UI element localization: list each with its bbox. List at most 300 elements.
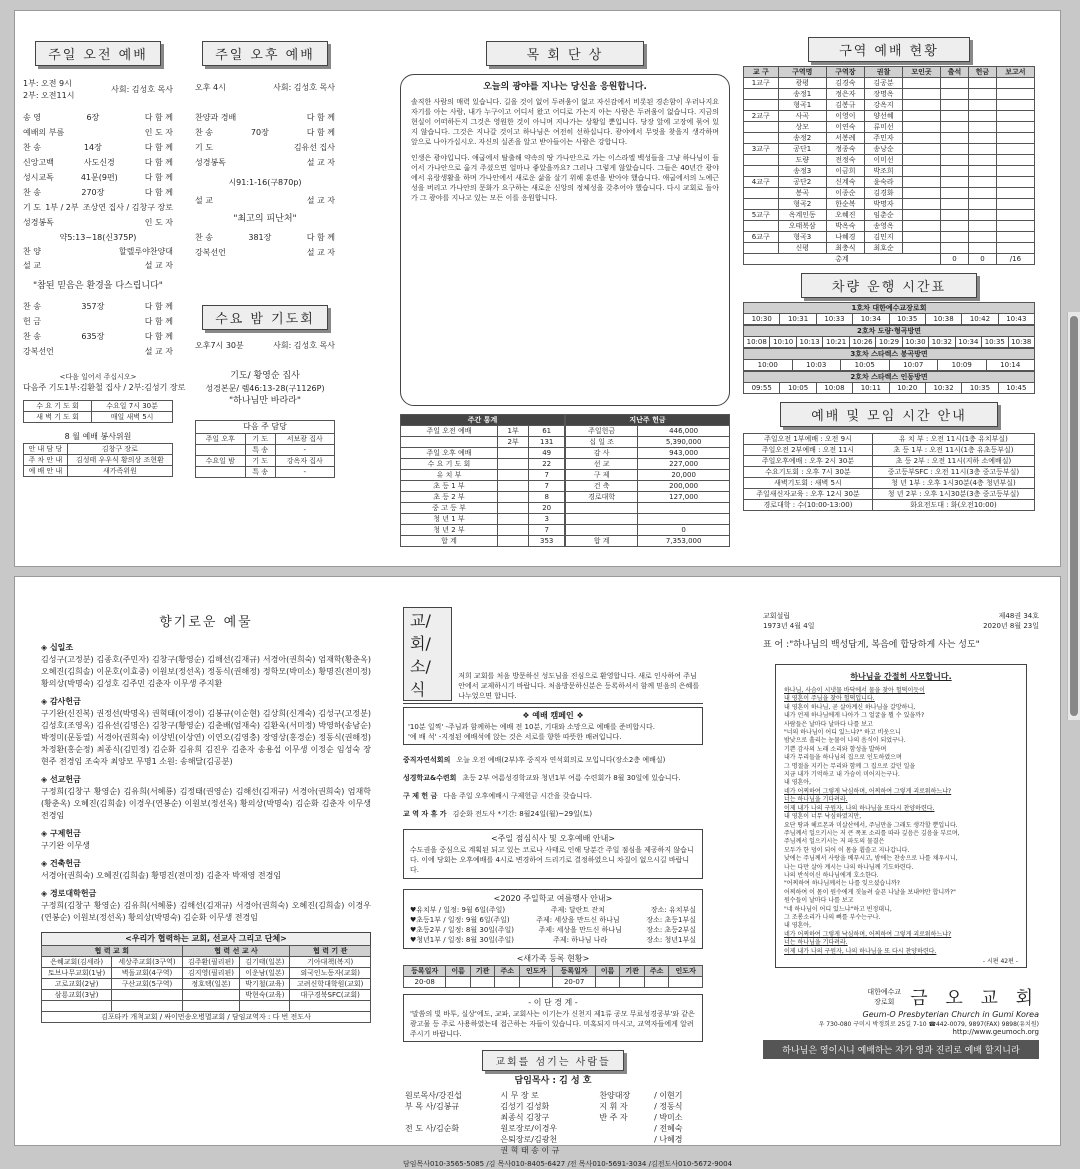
table-cell: 나혜경 — [826, 232, 864, 243]
table-cell — [941, 111, 969, 122]
table-cell: 주일헌금 — [566, 426, 638, 437]
table-cell: 주 차 안 내 — [24, 455, 68, 466]
table-cell: 삼룡교회(3남) — [42, 990, 112, 1001]
bus-time: 10:10 — [770, 337, 796, 348]
offering-section-names: 서경아(권희숙) 오혜진(김희솔) 황명진(전미정) 김춘자 박재영 전경임 — [41, 871, 282, 880]
wednesday-sermon: "하나님만 바라라" — [229, 396, 301, 406]
order-row — [23, 142, 173, 154]
table-row — [24, 412, 173, 423]
church-website[interactable]: http://www.geumoch.org — [952, 1028, 1039, 1036]
church-news-intro: 저희 교회를 처음 방문하신 성도님을 진심으로 환영합니다. 새로 인사하여 주님 안에서 교제하시기 바랍니다. 처음방문하신분은 등록하셔서 함께 믿음의 은혜를 나누었으면 합니다. — [458, 672, 700, 700]
table-cell: 박현숙(교육) — [240, 990, 290, 1001]
table-cell: 김지영(필리핀) — [182, 968, 240, 979]
offering-list-column — [41, 577, 371, 1145]
table-cell: 이종순 — [826, 188, 864, 199]
table-row — [42, 1001, 371, 1012]
table-cell: 2교구 — [744, 111, 779, 122]
staff-cell: 김성기 김성화 — [500, 1102, 550, 1111]
table-cell: 이금희 — [826, 166, 864, 177]
vertical-scrollbar[interactable] — [1067, 312, 1080, 720]
table-row — [401, 437, 565, 448]
summer-box — [403, 889, 703, 949]
table-cell — [903, 133, 941, 144]
total-value: 0 — [968, 254, 996, 265]
table-row — [744, 89, 1035, 100]
table-row — [744, 349, 1035, 360]
table-cell: 경로대학 : 수(10:00-13:00) — [744, 500, 873, 511]
bus-route-table — [743, 302, 1035, 325]
table-row — [744, 188, 1035, 199]
next-duty-table — [195, 433, 335, 478]
table-cell: 청 년 1부 : 오후 1시30분(4층 청년부실) — [872, 478, 1034, 489]
table-row — [566, 492, 730, 503]
bus-time: 10:00 — [744, 360, 793, 371]
table-cell: 청 년 1 부 — [401, 514, 498, 525]
afternoon-sermon-title: "최고의 피난처" — [233, 214, 297, 224]
bus-time: 10:09 — [938, 360, 987, 371]
table-row — [744, 232, 1035, 243]
table-cell: 446,000 — [638, 426, 730, 437]
psalm-line: 모두가 한 덩이 되어 이 몸을 휩쓸고 지나갑니다. — [784, 846, 910, 854]
table-cell: 한순복 — [826, 199, 864, 210]
scrollbar-thumb[interactable] — [1070, 316, 1078, 716]
table-cell — [996, 243, 1034, 254]
table-cell: 김경숙 — [826, 78, 864, 89]
order-row — [195, 142, 335, 154]
order-item: 신앙고백 — [23, 158, 54, 167]
table-row — [401, 503, 565, 514]
table-row — [401, 481, 565, 492]
psalm-line: 내가 언제 하나님에게 나아가 그 얼굴을 뵐 수 있을까? — [784, 712, 925, 720]
order-item: 헌 금 — [23, 317, 41, 326]
table-row — [744, 78, 1035, 89]
morning-scripture: 약5:13~18(신375P) — [59, 233, 137, 242]
table-cell — [495, 977, 520, 988]
news-item — [403, 755, 703, 765]
table-cell — [497, 459, 528, 470]
stand-notice: <다음 일어서 주십시오> — [59, 373, 137, 381]
lunch-box — [403, 829, 703, 879]
table-cell: 주일 오전 예배 — [401, 426, 498, 437]
table-cell: 8 — [529, 492, 565, 503]
order-leader: 다 함 께 — [144, 143, 173, 152]
bus-time: 10:35 — [889, 314, 925, 325]
table-row — [401, 525, 565, 536]
bus-time: 10:05 — [780, 383, 816, 394]
order-row — [23, 316, 173, 328]
order-leader: 인 도 자 — [144, 128, 173, 137]
psalm-line: 주님께서 일으키시는 저 큰 폭포 소리를 따라 깊음은 깊음을 부르며, — [784, 829, 960, 837]
table-cell: 주일새신자교육 : 오후 12시 30분 — [744, 489, 873, 500]
volunteer-table — [23, 443, 173, 477]
table-row — [196, 445, 335, 456]
table-cell — [903, 111, 941, 122]
table-cell — [744, 89, 779, 100]
table-cell — [903, 122, 941, 133]
psalm-lines — [784, 687, 1018, 956]
bus-route-name: 3호차 스타렉스 봉곡방면 — [744, 349, 1035, 360]
table-row — [196, 456, 335, 467]
table-cell: 사곡 — [778, 111, 826, 122]
order-item: 송 영 — [23, 113, 41, 122]
total-label: 총계 — [744, 254, 941, 265]
psalm-line: 너는 하나님을 기다려라. — [784, 939, 848, 947]
offering-section-names: 구정희(김창구 황영순) 김유희(서혜룡) 김정태(권영순) 김해선(김재규) 서경아(권희숙) 엄재학(황춘옥) 오혜진(김희솔) 이경우(연봉순) 이원보(정선옥) 황의상(박명숙) 김순화 김춘자 이무생 전경임 — [41, 787, 371, 820]
table-cell: 6교구 — [744, 232, 779, 243]
weekly-stats-table — [400, 414, 565, 547]
heresy-box — [403, 994, 703, 1042]
table-cell — [744, 221, 779, 232]
table-cell — [744, 166, 779, 177]
table-cell — [903, 177, 941, 188]
table-row — [744, 500, 1035, 511]
table-cell — [112, 1001, 182, 1012]
table-cell: 주일오후예배 : 오후 2시 30분 — [744, 456, 873, 467]
bus-route-name: 2호차 스타렉스 인동방면 — [744, 372, 1035, 383]
table-row — [566, 514, 730, 525]
news-item — [403, 809, 703, 819]
bus-time: 10:21 — [823, 337, 849, 348]
bus-time: 10:43 — [998, 314, 1034, 325]
table-row — [566, 481, 730, 492]
table-cell: 공단2 — [778, 177, 826, 188]
staff-cell — [597, 1145, 652, 1156]
summer-cell: 장소: 초등2부실 — [646, 926, 696, 934]
psalm-line: 지금 내가 기억하고 내 가슴이 미어지는구나. — [784, 771, 900, 779]
table-cell — [941, 188, 969, 199]
table-row — [196, 467, 335, 478]
news-key: 교 역 자 휴 가 — [403, 810, 447, 818]
bus-time: 10:34 — [955, 337, 981, 348]
table-cell: 7 — [529, 525, 565, 536]
table-cell: 송정1 — [778, 89, 826, 100]
table-cell: 20-07 — [553, 977, 595, 988]
wednesday-title: 수요 밤 기도회 — [202, 305, 328, 330]
order-row — [195, 127, 335, 139]
table-row — [403, 1101, 703, 1112]
table-cell — [996, 111, 1034, 122]
table-cell: 수요일 밤 — [196, 456, 246, 467]
wednesday-time: 오후7시 30분 — [195, 341, 244, 350]
wednesday-scripture: 성경본문/ 렘46:13-28(구1126P) — [205, 384, 325, 393]
table-row — [744, 210, 1035, 221]
table-row — [744, 177, 1035, 188]
news-list — [403, 755, 703, 819]
order-row — [23, 187, 173, 199]
table-cell — [941, 78, 969, 89]
news-item — [403, 773, 703, 783]
table-cell: 127,000 — [638, 492, 730, 503]
table-row — [744, 166, 1035, 177]
table-cell — [644, 977, 669, 988]
table-cell: 대구경북SFC(교회) — [290, 990, 371, 1001]
heresy-title: - 이 단 경 계 - — [528, 998, 578, 1007]
order-row — [23, 157, 173, 169]
table-cell: 십 일 조 — [566, 437, 638, 448]
order-detail: 70장 — [250, 128, 269, 137]
order-detail: 6장 — [86, 113, 100, 122]
table-cell — [566, 525, 638, 536]
staff-cell: 지 휘 자 — [599, 1102, 628, 1111]
table-cell: 초 등 1부 : 오전 11시(1층 유초등부실) — [872, 445, 1034, 456]
table-cell: 세상주교회(3구역) — [112, 957, 182, 968]
coop-title: <우리가 협력하는 교회, 선교사 그리고 단체> — [41, 932, 371, 945]
table-cell — [968, 210, 996, 221]
news-value: 다음 주일 오후예배시 구제헌금 시간을 갖습니다. — [443, 792, 592, 800]
table-cell: 초 등 2 부 — [401, 492, 498, 503]
table-cell — [996, 78, 1034, 89]
bus-route-table — [743, 325, 1035, 348]
table-row — [403, 1134, 703, 1145]
table-cell: 131 — [529, 437, 565, 448]
table-cell: 송영옥 — [864, 221, 902, 232]
staff-cell: / 박미소 — [654, 1113, 683, 1122]
psalm-line: 원수들이 날마다 나를 보고 — [784, 897, 854, 905]
table-cell: 구 제 — [566, 470, 638, 481]
order-detail: 357장 — [81, 302, 105, 311]
table-cell: 1부 — [497, 426, 528, 437]
table-cell: 도량 — [778, 155, 826, 166]
table-row — [401, 470, 565, 481]
table-row — [744, 337, 1035, 348]
psalm-line: "네 하나님이 어디 있느냐"하고 빈정대니, — [784, 905, 892, 913]
table-cell: 외국인노동자(교회) — [290, 968, 371, 979]
table-row — [566, 437, 730, 448]
column-header: 이름 — [595, 966, 620, 977]
order-row — [23, 172, 173, 184]
table-row — [744, 445, 1035, 456]
table-cell: 4교구 — [744, 177, 779, 188]
table-cell — [744, 133, 779, 144]
bus-route-table — [743, 371, 1035, 394]
senior-pastor: 담임목사 : 김 성 호 — [514, 1076, 592, 1086]
table-cell — [968, 122, 996, 133]
table-row — [744, 144, 1035, 155]
table-cell: - — [275, 445, 334, 456]
table-cell — [566, 514, 638, 525]
table-cell: 최충식 — [826, 243, 864, 254]
psalm-line: 낮에는 주님께서 사랑을 베푸시고, 밤에는 찬송으로 나를 채우시니, — [784, 855, 958, 863]
offering-section-head: ◈ 구제헌금 — [41, 829, 81, 838]
table-cell: 장명옥 — [864, 89, 902, 100]
table-cell — [182, 990, 240, 1001]
order-detail: 사도신경 — [83, 158, 115, 167]
table-cell — [519, 977, 552, 988]
table-cell — [497, 536, 528, 547]
table-cell: 매일 새벽 5시 — [92, 412, 173, 423]
newcomer-table — [403, 965, 703, 988]
offering-section-names: 구기완 이무생 — [41, 841, 90, 850]
table-cell: 새 벽 기 도 회 — [24, 412, 92, 423]
table-row — [744, 383, 1035, 394]
afternoon-service-column — [195, 11, 335, 566]
table-row — [744, 456, 1035, 467]
table-cell: 오혜진 — [826, 210, 864, 221]
table-cell — [638, 514, 730, 525]
staff-cell: / 이현기 — [654, 1091, 683, 1100]
order-leader: 다 함 께 — [144, 113, 173, 122]
order-item: 찬 송 — [23, 188, 41, 197]
table-cell: 감 사 — [566, 448, 638, 459]
table-cell — [996, 221, 1034, 232]
table-cell: 특 송 — [245, 445, 275, 456]
table-row — [744, 434, 1035, 445]
table-cell — [903, 188, 941, 199]
table-cell: 김경화 — [864, 188, 902, 199]
meeting-title: 예배 및 모임 시간 안내 — [780, 402, 998, 427]
table-cell: 신계숙 — [826, 177, 864, 188]
church-name-en: Geum-O Presbyterian Church in Gumi Korea — [862, 1010, 1039, 1019]
table-cell — [968, 144, 996, 155]
staff-cell: 시 무 장 로 — [500, 1091, 539, 1100]
table-row — [744, 326, 1035, 337]
table-row — [42, 946, 371, 957]
psalm-line: 기쁜 감사의 노래 소리와 함성을 발하며 — [784, 745, 887, 753]
psalm-line: 내가 무리들을 하나님의 집으로 인도하였으며 — [784, 754, 902, 762]
table-cell: 이영이 — [826, 111, 864, 122]
table-cell: 옥계인동 — [778, 210, 826, 221]
table-row — [401, 492, 565, 503]
bus-title: 차량 운행 시간표 — [801, 273, 977, 298]
district-table — [743, 66, 1035, 265]
reflection-paragraph-1: 솔직한 사람의 매력 있습니다. 길을 것이 없어 두려움이 없고 자신감에서 비롯된 경손함이 우러나지요 자기를 아는 사람, 내가 누구이고 어디서 왔고 어디로 가는지 아는 사람은 두려움이 없습니다. 지금의 현실이 어떠하든지 그것은 영원한 것이 아니며 지나가는 상황일 뿐입니다. 당장 앞에 고장에 묶여 있지 않습니다. 그것은 지나갈 것이고 하나님은 여전히 선하십니다. 광야에서 무엇을 찾을지 생각하며 앞으로 나아가십시오. 자신의 실존을 알고 받아들이는 사람은 강합니다. — [411, 98, 719, 146]
table-cell — [996, 177, 1034, 188]
order-leader: 다 함 께 — [144, 332, 173, 341]
table-cell — [996, 210, 1034, 221]
table-cell: 형곡2 — [778, 199, 826, 210]
footer-verse: 하나님은 영이시니 예배하는 자가 영과 진리로 예배 할지니라 — [763, 1040, 1039, 1059]
coop-table — [41, 945, 371, 1023]
summer-cell: ♥유치부 / 일정: 9월 6일(주일) — [410, 906, 506, 914]
table-cell — [996, 89, 1034, 100]
table-cell: 5,390,000 — [638, 437, 730, 448]
table-cell: 기아대책(복지) — [290, 957, 371, 968]
table-cell: 주일 오후 예배 — [401, 448, 498, 459]
table-cell — [941, 166, 969, 177]
motto: 표 어 :"하나님의 백성답게, 복음에 합당하게 사는 성도" — [763, 640, 980, 650]
table-cell: 227,000 — [638, 459, 730, 470]
bus-time: 10:33 — [816, 314, 852, 325]
order-item: 찬 송 — [23, 302, 41, 311]
bus-time: 10:13 — [796, 337, 822, 348]
table-cell: 주일 오후 — [196, 434, 246, 445]
table-row — [401, 514, 565, 525]
summer-cell: ♥청년1부 / 일정: 8월 30일(주일) — [410, 936, 515, 944]
summer-cell: 장소: 청년1부실 — [646, 936, 696, 944]
psalm-line: 내 영혼아, — [784, 779, 811, 787]
psalm-title: 하나님을 간절히 사모합니다. — [850, 672, 952, 681]
table-cell: 유 치 부 : 오전 11시(1층 유치부실) — [872, 434, 1034, 445]
staff-cell: 부 목 사/김봉규 — [405, 1102, 460, 1111]
bus-time: 10:35 — [962, 383, 998, 394]
district-title: 구역 예배 현황 — [808, 37, 970, 62]
total-value: /16 — [996, 254, 1034, 265]
table-cell — [42, 1001, 112, 1012]
newcomer-title: <새가족 등록 현황> — [516, 954, 590, 963]
table-row — [42, 979, 371, 990]
table-cell: 중고등부SFC : 오전 11시(3층 중고등부실) — [872, 467, 1034, 478]
staff-cell: 최종식 김창구 — [500, 1113, 550, 1122]
table-cell: 토브나무교회(1남) — [42, 968, 112, 979]
table-cell: 형곡3 — [778, 232, 826, 243]
afternoon-sermon-label: 설 교 — [195, 196, 213, 205]
table-cell — [401, 437, 498, 448]
order-detail: 381장 — [248, 233, 272, 242]
table-cell — [941, 89, 969, 100]
morning-order-list — [23, 112, 173, 229]
psalm-line: 나는 다만 살아 계시는 나의 하나님께 기도하련다. — [784, 863, 914, 871]
summer-cell: 주제: 하나님 나라 — [553, 936, 608, 944]
staff-cell: 권 혁 태 송 이 규 — [500, 1146, 560, 1155]
news-value: 김순화 전도사 *기간: 8월24일(월)~29일(토) — [452, 810, 593, 818]
table-cell — [968, 221, 996, 232]
table-cell: 정은자 — [826, 89, 864, 100]
column-header: 주소 — [495, 966, 520, 977]
table-row — [24, 401, 173, 412]
psalm-line: 그 명절을 지키는 무리와 함께 그 집으로 갔던 일을 — [784, 762, 916, 770]
order-leader: 설 교 자 — [306, 248, 335, 257]
staff-cell: / 나혜경 — [654, 1135, 683, 1144]
table-cell: 주민자 — [864, 133, 902, 144]
column-header: 등록일자 — [404, 966, 446, 977]
column-header: 등록일자 — [553, 966, 595, 977]
staff-cell — [403, 1112, 498, 1123]
table-cell: 최호순 — [864, 243, 902, 254]
table-cell: 은혜교회(김세라) — [42, 957, 112, 968]
staff-cell: 찬양대장 — [599, 1091, 631, 1100]
table-cell — [968, 133, 996, 144]
table-cell: 전정숙 — [826, 155, 864, 166]
order-item: 기 도 — [195, 143, 213, 152]
bus-time: 10:29 — [876, 337, 902, 348]
table-cell — [290, 1001, 371, 1012]
table-cell — [996, 155, 1034, 166]
coop-head-org: 협 력 기 관 — [290, 946, 371, 957]
table-cell — [968, 155, 996, 166]
order-item: 찬 송 — [195, 233, 213, 242]
psalm-line: 나의 반석이신 하나님에게 호소한다. — [784, 871, 879, 879]
afternoon-presider: 사회: 김성호 목사 — [273, 83, 335, 92]
bulletin-inner-sheet — [14, 10, 1061, 567]
table-cell: 광평 — [778, 78, 826, 89]
table-cell: 61 — [529, 426, 565, 437]
order-leader: 인 도 자 — [144, 218, 173, 227]
column-header: 인도자 — [519, 966, 552, 977]
table-cell — [941, 100, 969, 111]
table-cell — [968, 166, 996, 177]
table-cell: 화요전도대 : 화(오전10:00) — [872, 500, 1034, 511]
table-row — [566, 536, 730, 547]
bus-time: 10:31 — [780, 314, 816, 325]
staff-cell: 은퇴장로/김광천 — [500, 1135, 558, 1144]
table-cell: 고려신학대학원(교회) — [290, 979, 371, 990]
table-cell — [968, 243, 996, 254]
table-row — [744, 372, 1035, 383]
table-cell: 경로대학 — [566, 492, 638, 503]
table-cell: 22 — [529, 459, 565, 470]
news-key: 중직자연석회의 — [403, 756, 451, 764]
summer-cell: ♥초등2부 / 일정: 8월 30일(주일) — [410, 926, 515, 934]
table-cell: 수요일 7시 30분 — [92, 401, 173, 412]
psalm-line: "어찌하여 하나님께서는 나를 잊으셨습니까? — [784, 880, 900, 888]
bus-route-name: 1호차 대한예수교장로회 — [744, 303, 1035, 314]
church-news-title: 교/회/소/식 — [403, 607, 452, 701]
table-row — [24, 466, 173, 477]
news-key: 성경학교&수련회 — [403, 774, 457, 782]
bus-time: 10:38 — [925, 314, 961, 325]
next-duty-title: 다음 주 담당 — [195, 420, 335, 433]
table-cell: 정호택(일본) — [182, 979, 240, 990]
